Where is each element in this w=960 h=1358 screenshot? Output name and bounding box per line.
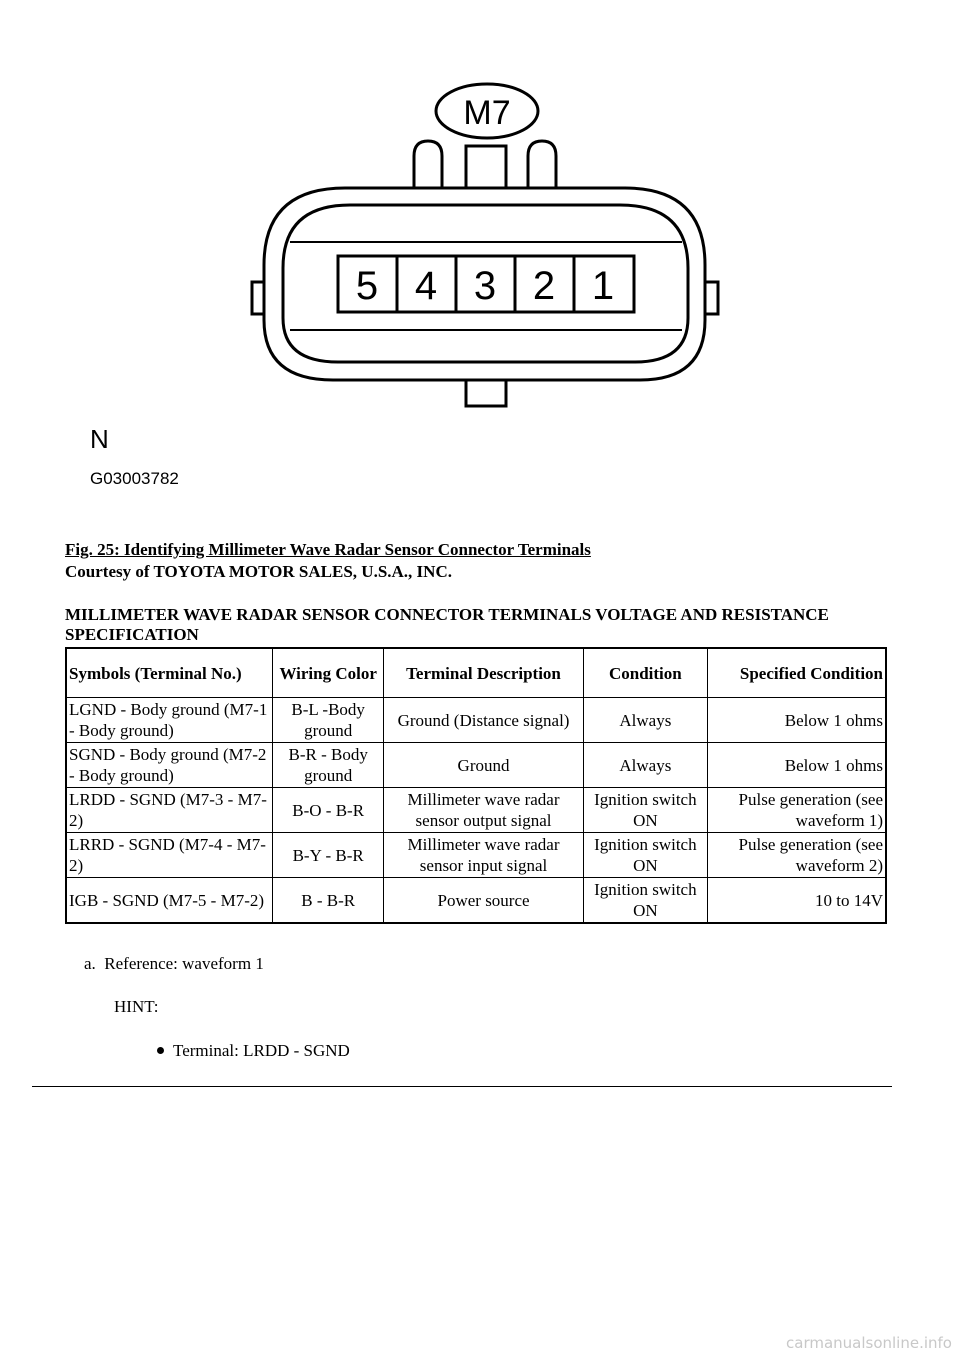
header-wiring-color: Wiring Color bbox=[273, 648, 384, 698]
table-row bbox=[66, 788, 886, 833]
terminal-number: 4 bbox=[414, 264, 438, 308]
hint-label: HINT: bbox=[114, 997, 159, 1016]
connector-diagram bbox=[0, 0, 960, 530]
list-item-a bbox=[84, 954, 264, 974]
table-header-row bbox=[66, 648, 886, 698]
cell-symbols: IGB - SGND (M7-5 - M7-2) bbox=[66, 878, 273, 924]
cell-specified: Below 1 ohms bbox=[707, 698, 886, 743]
left-latch-tab bbox=[414, 141, 442, 188]
terminal-number: 3 bbox=[473, 264, 497, 308]
header-specified-condition: Specified Condition bbox=[707, 648, 886, 698]
cell-wiring-color: B-R - Body ground bbox=[273, 743, 384, 788]
table-row bbox=[66, 878, 886, 924]
table-row bbox=[66, 698, 886, 743]
header-condition: Condition bbox=[583, 648, 707, 698]
table-row bbox=[66, 833, 886, 878]
header-terminal-description: Terminal Description bbox=[384, 648, 584, 698]
terminal-number: 5 bbox=[355, 264, 379, 308]
watermark: carmanualsonline.info bbox=[786, 1334, 952, 1352]
cell-wiring-color: B-L -Body ground bbox=[273, 698, 384, 743]
cell-condition: Ignition switch ON bbox=[583, 788, 707, 833]
bullet-item bbox=[157, 1041, 350, 1061]
connector-label-text: M7 bbox=[463, 94, 511, 132]
orientation-letter: N bbox=[90, 424, 109, 454]
cell-description: Ground bbox=[384, 743, 584, 788]
cell-description: Millimeter wave radar sensor output signal bbox=[384, 788, 584, 833]
cell-symbols: LRRD - SGND (M7-4 - M7-2) bbox=[66, 833, 273, 878]
list-item-text: Reference: waveform 1 bbox=[104, 954, 264, 973]
specification-table bbox=[65, 647, 887, 924]
table-title: MILLIMETER WAVE RADAR SENSOR CONNECTOR TERMINALS VOLTAGE AND RESISTANCE SPECIFICATION bbox=[65, 605, 829, 644]
terminal-number: 1 bbox=[591, 264, 615, 308]
cell-specified: Pulse generation (see waveform 1) bbox=[707, 788, 886, 833]
cell-condition: Always bbox=[583, 743, 707, 788]
figure-code: G03003782 bbox=[90, 469, 179, 488]
list-marker: a. bbox=[84, 954, 96, 973]
cell-specified: 10 to 14V bbox=[707, 878, 886, 924]
figure-caption: Fig. 25: Identifying Millimeter Wave Radar Sensor Connector Terminals bbox=[65, 540, 591, 559]
figure-courtesy: Courtesy of TOYOTA MOTOR SALES, U.S.A., INC. bbox=[65, 562, 452, 581]
cell-wiring-color: B-Y - B-R bbox=[273, 833, 384, 878]
cell-specified: Pulse generation (see waveform 2) bbox=[707, 833, 886, 878]
cell-symbols: SGND - Body ground (M7-2 - Body ground) bbox=[66, 743, 273, 788]
terminal-number: 2 bbox=[532, 264, 556, 308]
cell-wiring-color: B-O - B-R bbox=[273, 788, 384, 833]
cell-description: Ground (Distance signal) bbox=[384, 698, 584, 743]
cell-description: Millimeter wave radar sensor input signal bbox=[384, 833, 584, 878]
bullet-dot-icon bbox=[157, 1047, 164, 1054]
horizontal-rule bbox=[32, 1086, 892, 1087]
left-side-tab bbox=[252, 282, 264, 314]
cell-condition: Always bbox=[583, 698, 707, 743]
table-row bbox=[66, 743, 886, 788]
cell-condition: Ignition switch ON bbox=[583, 878, 707, 924]
cell-description: Power source bbox=[384, 878, 584, 924]
center-latch-tab bbox=[466, 146, 506, 188]
cell-wiring-color: B - B-R bbox=[273, 878, 384, 924]
right-latch-tab bbox=[528, 141, 556, 188]
cell-condition: Ignition switch ON bbox=[583, 833, 707, 878]
cell-specified: Below 1 ohms bbox=[707, 743, 886, 788]
cell-symbols: LRDD - SGND (M7-3 - M7-2) bbox=[66, 788, 273, 833]
header-symbols: Symbols (Terminal No.) bbox=[66, 648, 273, 698]
bullet-text: Terminal: LRDD - SGND bbox=[173, 1041, 350, 1060]
cell-symbols: LGND - Body ground (M7-1 - Body ground) bbox=[66, 698, 273, 743]
